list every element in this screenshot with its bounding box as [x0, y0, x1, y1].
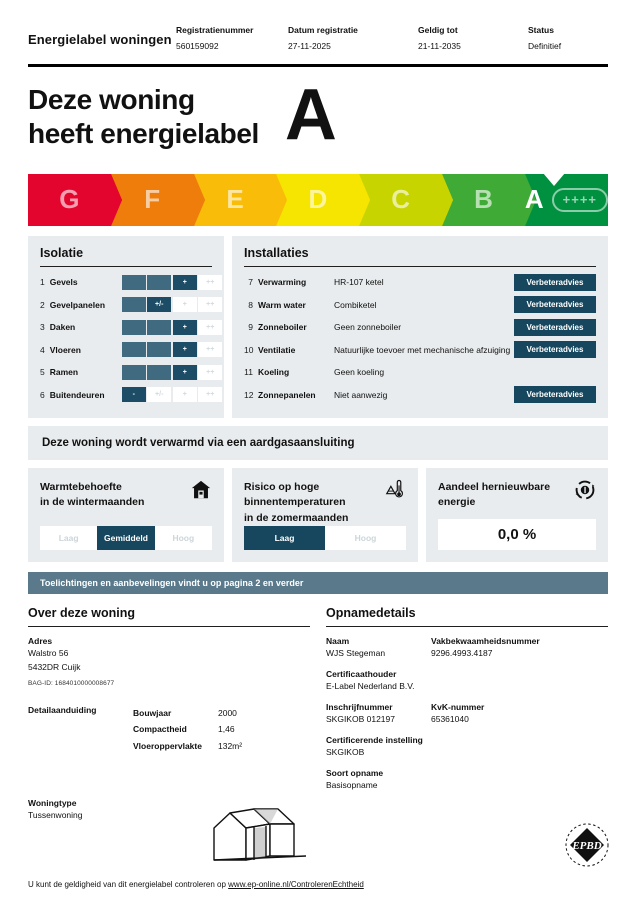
installaties-rows	[244, 271, 596, 406]
rating-cell-4: ++	[198, 320, 222, 335]
scale-pointer-icon	[543, 173, 565, 186]
installatie-row-label: Verwarming	[258, 277, 307, 288]
rating-cell-4: ++	[198, 275, 222, 290]
card-risico-binnentemperatuur	[232, 468, 418, 562]
card-title-line: Aandeel hernieuwbare	[438, 481, 551, 494]
risico-choices[interactable]	[244, 526, 406, 550]
renewable-icon	[574, 479, 596, 506]
certificaathouder-value: E-Label Nederland B.V.	[326, 681, 415, 692]
rating-cell-2: +/-	[147, 387, 171, 402]
scale-segment-f	[111, 174, 194, 226]
rating-cell-3: +	[173, 342, 197, 357]
indicator-cards	[28, 468, 608, 562]
kvk-nummer-value: 65361040	[431, 714, 469, 725]
choice-laag[interactable]: Laag	[40, 526, 97, 550]
adres-line-1: Walstro 56	[28, 648, 69, 659]
bottom-columns	[28, 606, 608, 822]
card-title	[40, 480, 212, 510]
installatie-row-value: Combiketel	[334, 299, 377, 310]
scale-letter: B	[474, 184, 493, 215]
isolatie-rows	[40, 271, 215, 406]
over-deze-woning-column	[28, 606, 310, 822]
rating-cell-1: -	[122, 387, 146, 402]
scale-segment-b	[442, 174, 525, 226]
detail-value: 1,46	[218, 724, 235, 735]
inschrijfnummer-value: SKGIKOB 012197	[326, 714, 395, 725]
rating-cell-2	[147, 275, 171, 290]
installatie-row-label: Zonnepanelen	[258, 389, 316, 400]
vakbekwaamheidsnummer-label: Vakbekwaamheidsnummer	[431, 636, 540, 647]
claim-letter: A	[284, 74, 337, 155]
rating-cell-2	[147, 342, 171, 357]
isolatie-row-number: 1	[40, 277, 45, 288]
scale-letter: F	[144, 184, 161, 215]
toelichting-strip: Toelichtingen en aanbevelingen vindt u op pagina 2 en verder	[28, 572, 608, 594]
epbd-logo	[564, 822, 610, 873]
bag-id: BAG-ID: 1684010000008677	[28, 680, 115, 688]
scale-letter: A	[524, 184, 544, 215]
scale-segment-d	[276, 174, 359, 226]
detail-key: Vloeroppervlakte	[133, 740, 202, 751]
scale-letter: G	[59, 184, 80, 215]
over-woning-divider	[28, 626, 310, 628]
rating-cell-1	[122, 365, 146, 380]
naam-row	[326, 636, 608, 660]
installatie-row-number: 8	[248, 299, 253, 310]
choice-gemiddeld[interactable]: Gemiddeld	[97, 526, 154, 550]
detailaanduiding-block	[28, 705, 310, 753]
scale-letter: E	[226, 184, 244, 215]
card-title-line: energie	[438, 496, 476, 509]
verbeteradvies-button[interactable]: Verbeteradvies	[514, 296, 596, 313]
installatie-row-value: HR-107 ketel	[334, 277, 384, 288]
vakbekwaamheidsnummer-value: 9296.4993.4187	[431, 648, 493, 659]
thermometer-icon	[384, 479, 406, 506]
isolatie-row	[40, 316, 215, 339]
isolatie-rating	[122, 365, 223, 380]
rating-cell-2	[147, 365, 171, 380]
isolatie-row-number: 4	[40, 344, 45, 355]
document-header	[20, 0, 616, 64]
isolatie-rating	[122, 275, 223, 290]
woningtype-value: Tussenwoning	[28, 809, 83, 820]
installatie-row-value: Geen zonneboiler	[334, 322, 402, 333]
isolatie-row	[40, 384, 215, 407]
document-title: Energielabel woningen	[28, 32, 172, 47]
meta-datum-registratie	[288, 22, 418, 54]
isolatie-rating	[122, 342, 223, 357]
isolatie-rating	[122, 387, 223, 402]
card-title-line: in de wintermaanden	[40, 496, 145, 509]
scale-segment-e	[194, 174, 277, 226]
meta-label: Status	[528, 25, 554, 35]
rating-cell-1	[122, 275, 146, 290]
card-hernieuwbare-energie	[426, 468, 608, 562]
detailaanduiding-label: Detailaanduiding	[28, 705, 97, 716]
isolatie-row	[40, 361, 215, 384]
installatie-row	[244, 339, 596, 362]
choice-laag[interactable]: Laag	[244, 526, 325, 550]
card-title	[438, 480, 596, 510]
segment-notch-left	[442, 174, 453, 226]
detail-value: 2000	[218, 708, 237, 719]
meta-value: 27-11-2025	[288, 41, 331, 52]
meta-geldig-tot	[418, 22, 528, 54]
detail-row	[133, 705, 310, 721]
rating-cell-4: ++	[198, 365, 222, 380]
installatie-row-label: Koeling	[258, 367, 290, 378]
isolatie-row-number: 5	[40, 367, 45, 378]
adres-label: Adres	[28, 636, 53, 647]
rating-cell-4: ++	[198, 297, 222, 312]
rating-cell-3: +	[173, 365, 197, 380]
installatie-row-value: Geen koeling	[334, 367, 385, 378]
isolatie-divider	[40, 266, 212, 268]
meta-label: Datum registratie	[288, 25, 358, 35]
installatie-row-label: Zonneboiler	[258, 322, 307, 333]
rating-cell-3: +	[173, 320, 197, 335]
installatie-row-label: Ventilatie	[258, 344, 296, 355]
installatie-row-number: 11	[244, 367, 253, 378]
certificerende-instelling-value: SKGIKOB	[326, 747, 365, 758]
meta-registratienummer	[176, 22, 288, 54]
installatie-row-value: Natuurlijke toevoer met mechanische afzuiging	[334, 344, 511, 355]
installatie-row	[244, 384, 596, 407]
choice-hoog[interactable]: Hoog	[325, 526, 406, 550]
installatie-row-number: 12	[244, 389, 254, 400]
card-title-line: in de zomermaanden	[244, 511, 349, 524]
segment-notch-left	[111, 174, 122, 226]
isolatie-row-label: Gevelpanelen	[49, 299, 106, 310]
house-icon	[190, 479, 212, 506]
choice-hoog[interactable]: Hoog	[155, 526, 212, 550]
installaties-divider	[244, 266, 596, 268]
meta-value: Definitief	[528, 41, 562, 52]
isolatie-row	[40, 271, 215, 294]
soort-opname-value: Basisopname	[326, 780, 378, 791]
segment-notch-left	[359, 174, 370, 226]
certificaathouder-label: Certificaathouder	[326, 669, 397, 680]
verbeteradvies-button[interactable]: Verbeteradvies	[514, 319, 596, 336]
installatie-row-label: Warm water	[258, 299, 306, 310]
certificerende-instelling-label: Certificerende instelling	[326, 735, 423, 746]
installatie-row	[244, 294, 596, 317]
rating-cell-3: +	[173, 387, 197, 402]
rating-cell-1	[122, 297, 146, 312]
verbeteradvies-button[interactable]: Verbeteradvies	[514, 274, 596, 291]
over-woning-title: Over deze woning	[28, 605, 135, 620]
card-title	[244, 480, 406, 526]
rating-cell-2: +/-	[147, 297, 171, 312]
installatie-row-value: Niet aanwezig	[334, 389, 388, 400]
isolatie-rating	[122, 320, 223, 335]
rating-cell-3: +	[173, 297, 197, 312]
warmtebehoefte-choices[interactable]	[40, 526, 212, 550]
scale-segment-g	[28, 174, 111, 226]
rating-cell-1	[122, 320, 146, 335]
header-meta-group	[176, 22, 608, 54]
detailaanduiding-rows	[133, 705, 310, 753]
detail-key: Compactheid	[133, 724, 187, 735]
house-illustration	[210, 806, 306, 873]
woningtype-label: Woningtype	[28, 797, 77, 808]
installatie-row-number: 9	[248, 322, 253, 333]
rating-cell-2	[147, 320, 171, 335]
isolatie-row	[40, 294, 215, 317]
claim-block	[20, 67, 616, 161]
installatie-row	[244, 316, 596, 339]
isolatie-row-label: Buitendeuren	[49, 389, 105, 400]
isolatie-row-number: 6	[40, 389, 45, 400]
rating-cell-4: ++	[198, 387, 222, 402]
scale-segments	[28, 174, 608, 226]
isolatie-row-number: 2	[40, 299, 45, 310]
footer-verification-text	[28, 880, 364, 889]
kvk-nummer-label: KvK-nummer	[431, 702, 485, 713]
hernieuwbare-energie-value: 0,0 %	[438, 519, 596, 550]
installaties-panel	[232, 236, 608, 419]
rating-cell-1	[122, 342, 146, 357]
detail-row	[133, 738, 310, 754]
detail-key: Bouwjaar	[133, 708, 172, 719]
card-warmtebehoefte	[28, 468, 224, 562]
scale-letter: C	[391, 184, 411, 215]
isolatie-row	[40, 339, 215, 362]
isolatie-row-label: Ramen	[49, 367, 79, 378]
claim-line-2: heeft energielabel	[28, 118, 259, 150]
opnamedetails-column	[326, 606, 608, 822]
card-title-line: binnentemperaturen	[244, 496, 346, 509]
isolatie-row-label: Gevels	[49, 277, 78, 288]
meta-value: 21-11-2035	[418, 41, 461, 52]
isolatie-row-number: 3	[40, 322, 45, 333]
footer-text: U kunt de geldigheid van dit energielabel controleren op	[28, 880, 229, 889]
energy-label-scale	[28, 174, 608, 226]
isolatie-panel	[28, 236, 224, 419]
scale-segment-a	[525, 174, 608, 226]
rating-cell-4: ++	[198, 342, 222, 357]
detail-row	[133, 721, 310, 737]
scale-segment-c	[359, 174, 442, 226]
segment-notch-left	[194, 174, 205, 226]
gas-connection-notice: Deze woning wordt verwarmd via een aardgasaansluiting	[28, 426, 608, 460]
opnamedetails-divider	[326, 626, 608, 628]
meta-status	[528, 22, 608, 54]
installatie-row	[244, 361, 596, 384]
claim-line-1: Deze woning	[28, 84, 195, 116]
naam-label: Naam	[326, 636, 350, 647]
claim-text	[28, 83, 259, 151]
detail-value: 132m²	[218, 740, 243, 751]
installatie-row-number: 7	[248, 277, 253, 288]
soort-opname-label: Soort opname	[326, 768, 384, 779]
meta-label: Registratienummer	[176, 25, 254, 35]
installatie-row-number: 10	[244, 344, 254, 355]
verbeteradvies-button[interactable]: Verbeteradvies	[514, 341, 596, 358]
verbeteradvies-button[interactable]: Verbeteradvies	[514, 386, 596, 403]
card-title-line: Risico op hoge	[244, 481, 320, 494]
naam-value: WJS Stegeman	[326, 648, 386, 659]
isolatie-title: Isolatie	[40, 245, 84, 260]
meta-label: Geldig tot	[418, 25, 458, 35]
svg-text:EPBD: EPBD	[572, 840, 602, 852]
meta-value: 560159092	[176, 41, 219, 52]
footer-link[interactable]: www.ep-online.nl/ControlerenEchtheid	[228, 880, 364, 889]
scale-letter: D	[308, 184, 328, 215]
ratings-panels	[28, 236, 608, 419]
inschrijfnummer-label: Inschrijfnummer	[326, 702, 393, 713]
isolatie-row-label: Daken	[49, 322, 76, 333]
isolatie-rating	[122, 297, 223, 312]
installatie-row	[244, 271, 596, 294]
opnamedetails-title: Opnamedetails	[326, 605, 416, 620]
isolatie-row-label: Vloeren	[49, 344, 81, 355]
segment-notch-left	[276, 174, 287, 226]
inschrijf-kvk-row	[326, 702, 608, 726]
card-title-line: Warmtebehoefte	[40, 481, 122, 494]
installaties-title: Installaties	[244, 245, 309, 260]
adres-line-2: 5432DR Cuijk	[28, 662, 81, 673]
rating-cell-3: +	[173, 275, 197, 290]
plus-badge: ++++	[552, 188, 608, 212]
